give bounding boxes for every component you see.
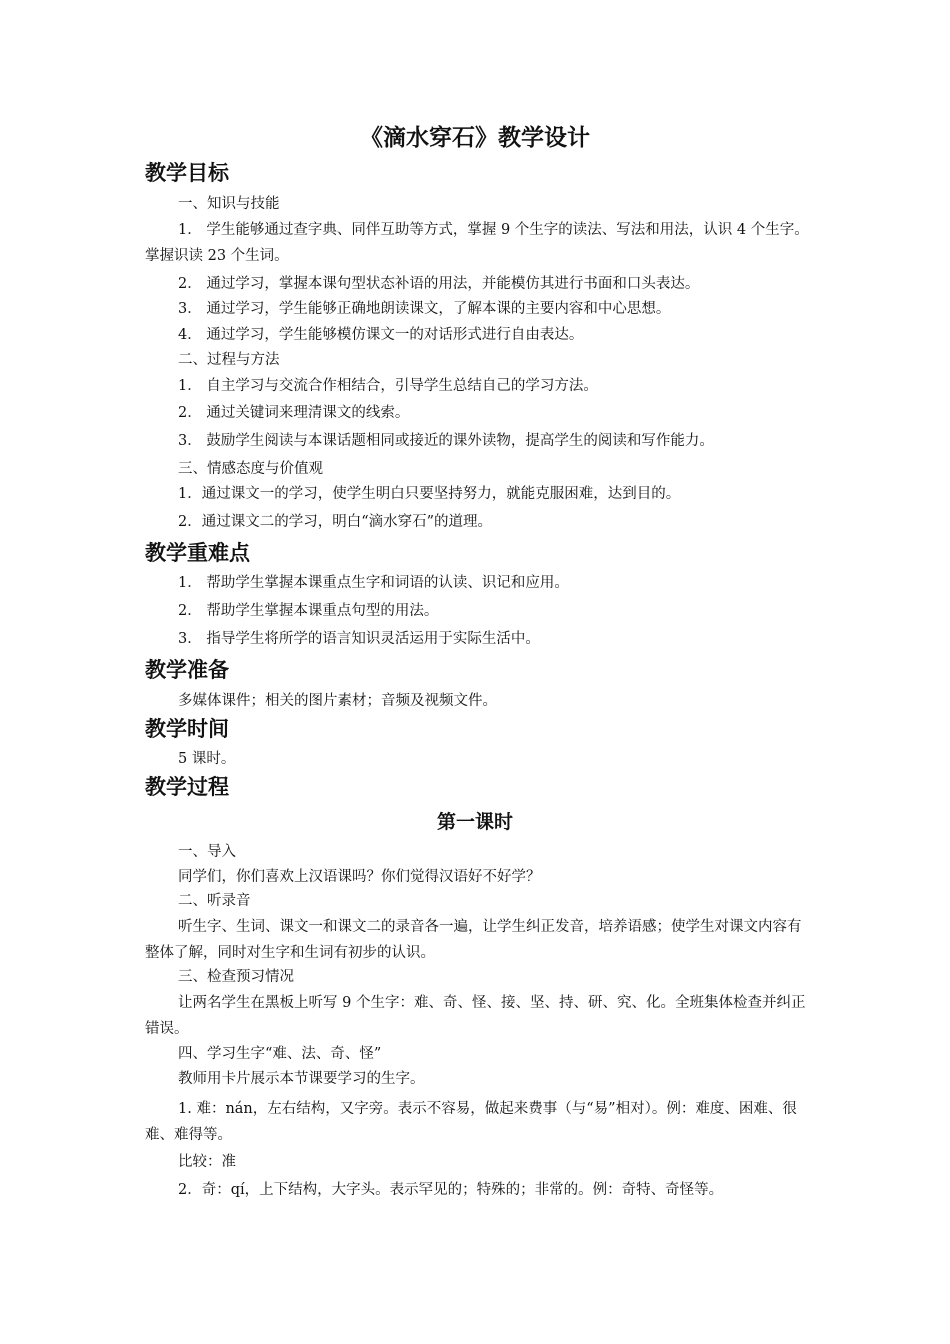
step-text: 听生字、生词、课文一和课文二的录音各一遍，让学生纠正发音，培养语感；使学生对课文内容有整体了解，同时对生字和生词有初步的认识。 <box>145 919 802 961</box>
knowledge-item: 3． 通过学习，学生能够正确地朗读课文，了解本课的主要内容和中心思想。 <box>178 301 671 317</box>
values-item: 1．通过课文一的学习，使学生明白只要坚持努力，就能克服困难，达到目的。 <box>178 486 681 502</box>
values-heading: 三、情感态度与价值观 <box>178 461 323 477</box>
knowledge-item: 4． 通过学习，学生能够模仿课文一的对话形式进行自由表达。 <box>178 327 584 343</box>
lesson-heading: 第一课时 <box>436 811 513 833</box>
knowledge-heading: 一、知识与技能 <box>178 196 280 212</box>
character-entry: 2．奇：qí，上下结构，大字头。表示罕见的；特殊的；非常的。例：奇特、奇怪等。 <box>178 1182 724 1198</box>
character-entry: 1. 难：nán，左右结构，又字旁。表示不容易，做起来费事（与“易”相对）。例：难度、困难、很难、难得等。 <box>145 1101 797 1143</box>
process-item: 1． 自主学习与交流合作相结合，引导学生总结自己的学习方法。 <box>178 378 598 394</box>
key-points-heading: 教学重难点 <box>145 541 250 565</box>
knowledge-item: 2． 通过学习，掌握本课句型状态补语的用法，并能模仿其进行书面和口头表达。 <box>178 276 700 292</box>
character-compare: 比较：准 <box>178 1154 236 1170</box>
document-title: 《滴水穿石》教学设计 <box>360 125 590 151</box>
knowledge-item: 1． 学生能够通过查字典、同伴互助等方式，掌握 9 个生字的读法、写法和用法，认识 4 个生字。掌握识读 23 个生词。 <box>145 222 809 264</box>
preparation-text: 多媒体课件；相关的图片素材；音频及视频文件。 <box>178 693 497 709</box>
step-heading: 三、检查预习情况 <box>178 969 294 985</box>
step-heading: 二、听录音 <box>178 893 251 909</box>
time-heading: 教学时间 <box>145 717 229 741</box>
process-section-heading: 教学过程 <box>145 775 229 799</box>
objectives-heading: 教学目标 <box>145 161 229 185</box>
step-text: 同学们，你们喜欢上汉语课吗？你们觉得汉语好不好学？ <box>178 869 541 885</box>
time-text: 5 课时。 <box>178 751 236 767</box>
preparation-heading: 教学准备 <box>145 658 229 682</box>
process-heading: 二、过程与方法 <box>178 352 280 368</box>
key-point-item: 2． 帮助学生掌握本课重点句型的用法。 <box>178 603 439 619</box>
step-text: 教师用卡片展示本节课要学习的生字。 <box>178 1071 425 1087</box>
key-point-item: 3． 指导学生将所学的语言知识灵活运用于实际生活中。 <box>178 631 540 647</box>
process-item: 3． 鼓励学生阅读与本课话题相同或接近的课外读物，提高学生的阅读和写作能力。 <box>178 433 714 449</box>
step-text: 让两名学生在黑板上听写 9 个生字：难、奇、怪、接、坚、持、研、究、化。全班集体检查并纠正错误。 <box>145 995 806 1037</box>
step-heading: 四、学习生字“难、法、奇、怪” <box>178 1046 382 1062</box>
step-heading: 一、导入 <box>178 844 236 860</box>
process-item: 2． 通过关键词来理清课文的线索。 <box>178 405 410 421</box>
values-item: 2．通过课文二的学习，明白“滴水穿石”的道理。 <box>178 514 493 530</box>
key-point-item: 1． 帮助学生掌握本课重点生字和词语的认读、识记和应用。 <box>178 575 569 591</box>
